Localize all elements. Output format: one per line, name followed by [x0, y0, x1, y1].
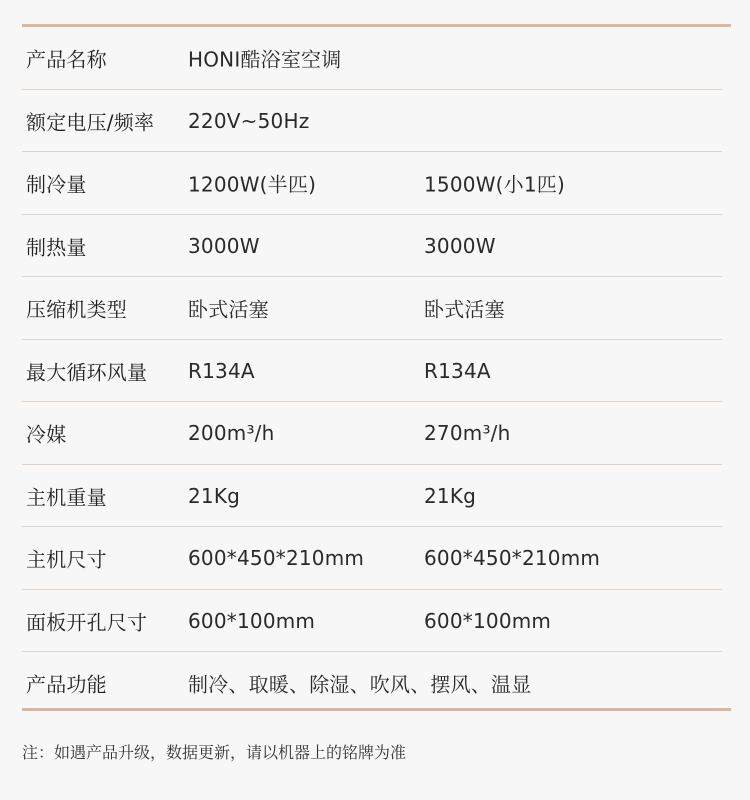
- spec-row-cooling: [0, 152, 750, 215]
- spec-value-2: 卧式活塞: [424, 297, 505, 322]
- bottom-divider: [22, 708, 731, 711]
- spec-value-1: 600*100mm: [188, 608, 316, 633]
- spec-row-heating: [0, 215, 750, 278]
- spec-row-product-name: [0, 27, 750, 90]
- spec-label: 额定电压/频率: [26, 110, 155, 135]
- spec-row-weight: [0, 465, 750, 528]
- spec-value-1: 220V~50Hz: [188, 108, 310, 133]
- spec-value-2: 600*450*210mm: [424, 546, 601, 571]
- spec-label: 产品功能: [26, 672, 107, 697]
- spec-row-refrigerant: [0, 402, 750, 465]
- spec-value-2: 600*100mm: [424, 608, 552, 633]
- spec-label: 最大循环风量: [26, 360, 148, 385]
- spec-label: 制热量: [26, 235, 87, 260]
- spec-label: 产品名称: [26, 47, 107, 72]
- spec-value-1: 200m³/h: [188, 421, 275, 446]
- spec-value-2: 270m³/h: [424, 421, 511, 446]
- spec-value-1: 3000W: [188, 233, 260, 258]
- spec-row-dimensions: [0, 527, 750, 590]
- spec-value-1: R134A: [188, 358, 255, 383]
- spec-row-compressor: [0, 277, 750, 340]
- spec-value-1: 600*450*210mm: [188, 546, 365, 571]
- spec-value-1: 卧式活塞: [188, 297, 269, 322]
- spec-label: 冷媒: [26, 422, 67, 447]
- spec-row-panel-cutout: [0, 590, 750, 653]
- spec-value-2: 21Kg: [424, 483, 477, 508]
- spec-row-functions: [0, 652, 750, 715]
- spec-row-airflow: [0, 340, 750, 403]
- spec-label: 制冷量: [26, 172, 87, 197]
- spec-value-1: 制冷、取暖、除湿、吹风、摆风、温显: [188, 672, 532, 697]
- spec-value-1: 1200W(半匹): [188, 172, 317, 197]
- spec-value-2: 1500W(小1匹): [424, 172, 566, 197]
- spec-row-voltage: [0, 90, 750, 153]
- spec-label: 压缩机类型: [26, 297, 127, 322]
- spec-value-1: HONI酷浴室空调: [188, 47, 342, 72]
- spec-value-2: 3000W: [424, 233, 496, 258]
- spec-value-1: 21Kg: [188, 483, 241, 508]
- spec-label: 主机尺寸: [26, 547, 107, 572]
- footnote: 注：如遇产品升级，数据更新，请以机器上的铭牌为准: [22, 743, 407, 762]
- spec-label: 主机重量: [26, 485, 107, 510]
- spec-table: [0, 27, 750, 715]
- spec-value-2: R134A: [424, 358, 491, 383]
- spec-label: 面板开孔尺寸: [26, 610, 148, 635]
